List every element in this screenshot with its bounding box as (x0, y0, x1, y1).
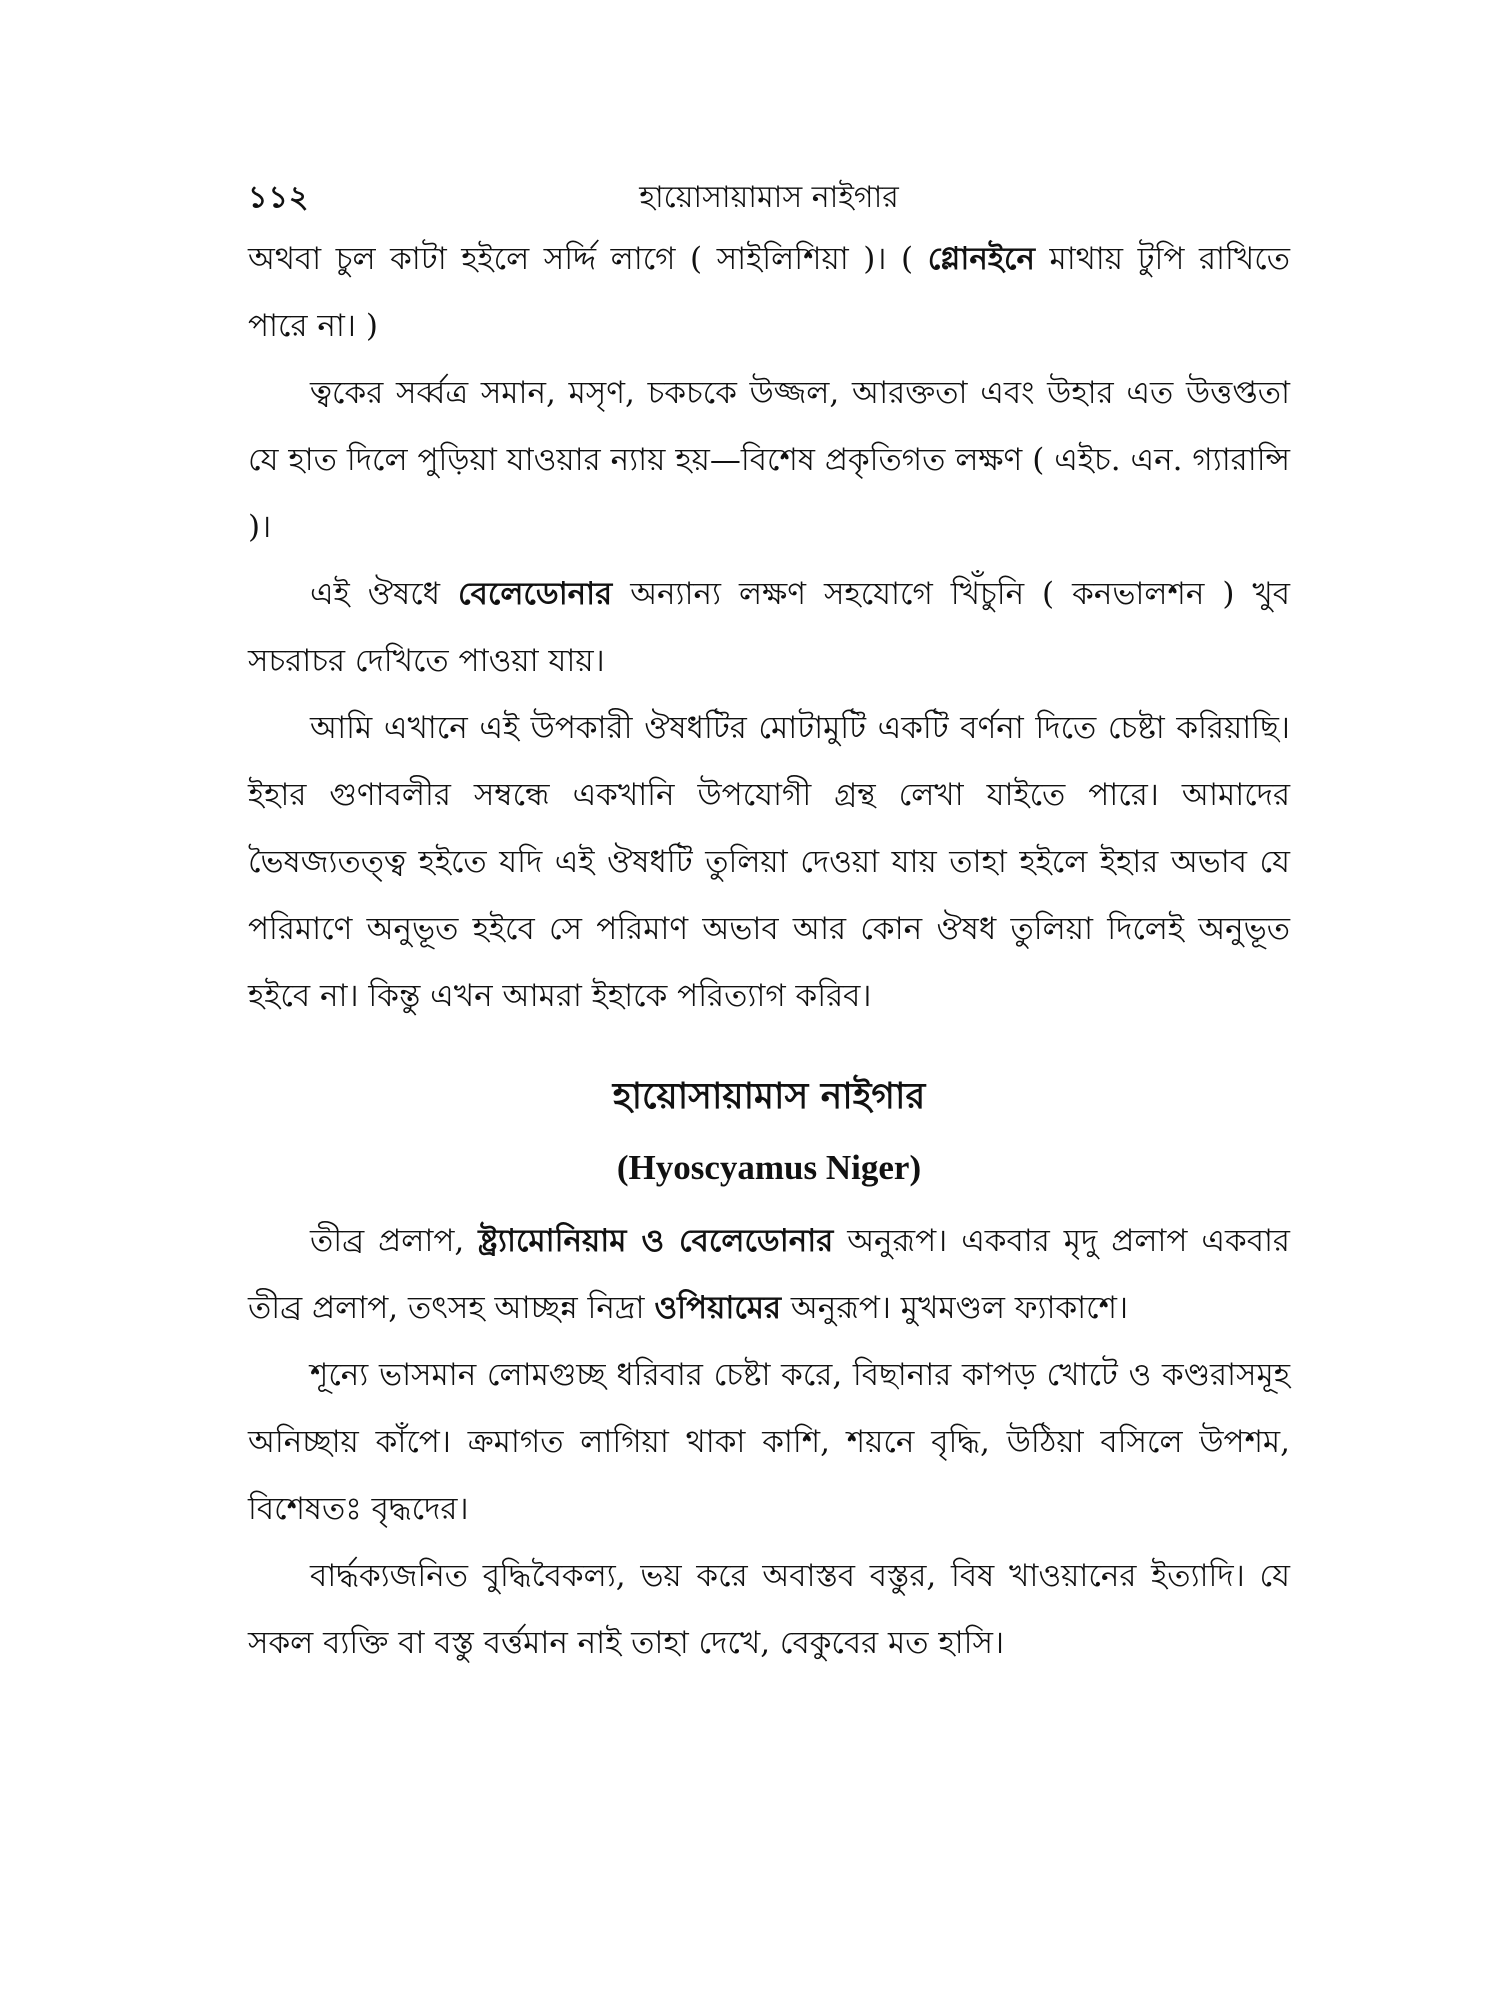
text-run: শূন্যে ভাসমান লোমগুচ্ছ ধরিবার চেষ্টা করে, বিছানার কাপড় খোটে ও কণ্ডরাসমূহ অনিচ্ছায় কাঁপে। ক্রমাগত লাগিয়া থাকা কাশি, শয়নে বৃদ্ধি, উঠিয়া বসিলে উপশম, বিশেষতঃ বৃদ্ধদের। (248, 1357, 1290, 1527)
page-number: ১১২ (248, 180, 310, 215)
book-page (248, 170, 1290, 1930)
section-title: হায়োসায়ামাস নাইগার (612, 1075, 926, 1117)
remedy-name: ওপিয়ামের (654, 1290, 782, 1326)
text-run: অনুরূপ। মুখমণ্ডল ফ্যাকাশে। (781, 1290, 1129, 1326)
paragraph (248, 1208, 1290, 1342)
paragraph (248, 1342, 1290, 1543)
paragraph (248, 561, 1290, 695)
paragraph (248, 1543, 1290, 1677)
section-subtitle: (Hyoscyamus Niger) (616, 1148, 922, 1187)
text-run: তীব্র প্রলাপ, (310, 1223, 479, 1259)
paragraph (248, 226, 1290, 360)
paragraph (248, 695, 1290, 1030)
text-run: অনুরূপ। একবার মৃদু প্রলাপ একবার তীব্র প্রলাপ, তৎসহ আচ্ছন্ন নিদ্রা (248, 1223, 1290, 1326)
text-run: বার্দ্ধক্যজনিত বুদ্ধিবৈকল্য, ভয় করে অবাস্তব বস্তুর, বিষ খাওয়ানের ইত্যাদি। যে সকল ব্যক্তি বা বস্তু বর্ত্তমান নাই তাহা দেখে, বেকুবের মত হাসি। (248, 1558, 1290, 1661)
text-run: অথবা চুল কাটা হইলে সর্দ্দি লাগে ( সাইলিশিয়া )। ( (248, 241, 928, 277)
text-run: মাথায় টুপি রাখিতে পারে না। ) (248, 241, 1290, 344)
text-run: ত্বকের সর্ব্বত্র সমান, মসৃণ, চকচকে উজ্জল, আরক্ততা এবং উহার এত উত্তপ্ততা যে হাত দিলে পুড়িয়া যাওয়ার ন্যায় হয়—বিশেষ প্রকৃতিগত লক্ষণ ( এইচ. এন. গ্যারান্সি )। (248, 375, 1290, 545)
top-section (248, 226, 1290, 1030)
running-title: হায়োসায়ামাস নাইগার (639, 180, 899, 215)
running-head (248, 170, 1290, 226)
remedy-name: বেলেডোনার (458, 576, 613, 612)
text-run: এই ঔষধে (310, 576, 459, 612)
paragraph (248, 360, 1290, 561)
text-run: অন্যান্য লক্ষণ সহযোগে খিঁচুনি ( কনভালশন ) খুব সচরাচর দেখিতে পাওয়া যায়। (248, 576, 1291, 679)
remedy-name: ষ্ট্র্যামোনিয়াম ও বেলেডোনার (478, 1223, 834, 1259)
remedy-section (248, 1060, 1290, 1677)
remedy-name: গ্লোনইনে (927, 241, 1035, 277)
text-run: আমি এখানে এই উপকারী ঔষধটির মোটামুটি একটি বর্ণনা দিতে চেষ্টা করিয়াছি। ইহার গুণাবলীর সম্বন্ধে একখানি উপযোগী গ্রন্থ লেখা যাইতে পারে। আমাদের ভৈষজ্যতত্ত্ব হইতে যদি এই ঔষধটি তুলিয়া দেওয়া যায় তাহা হইলে ইহার অভাব যে পরিমাণে অনুভূত হইবে সে পরিমাণ অভাব আর কোন ঔষধ তুলিয়া দিলেই অনুভূত হইবে না। কিন্তু এখন আমরা ইহাকে পরিত্যাগ করিব। (248, 710, 1290, 1014)
